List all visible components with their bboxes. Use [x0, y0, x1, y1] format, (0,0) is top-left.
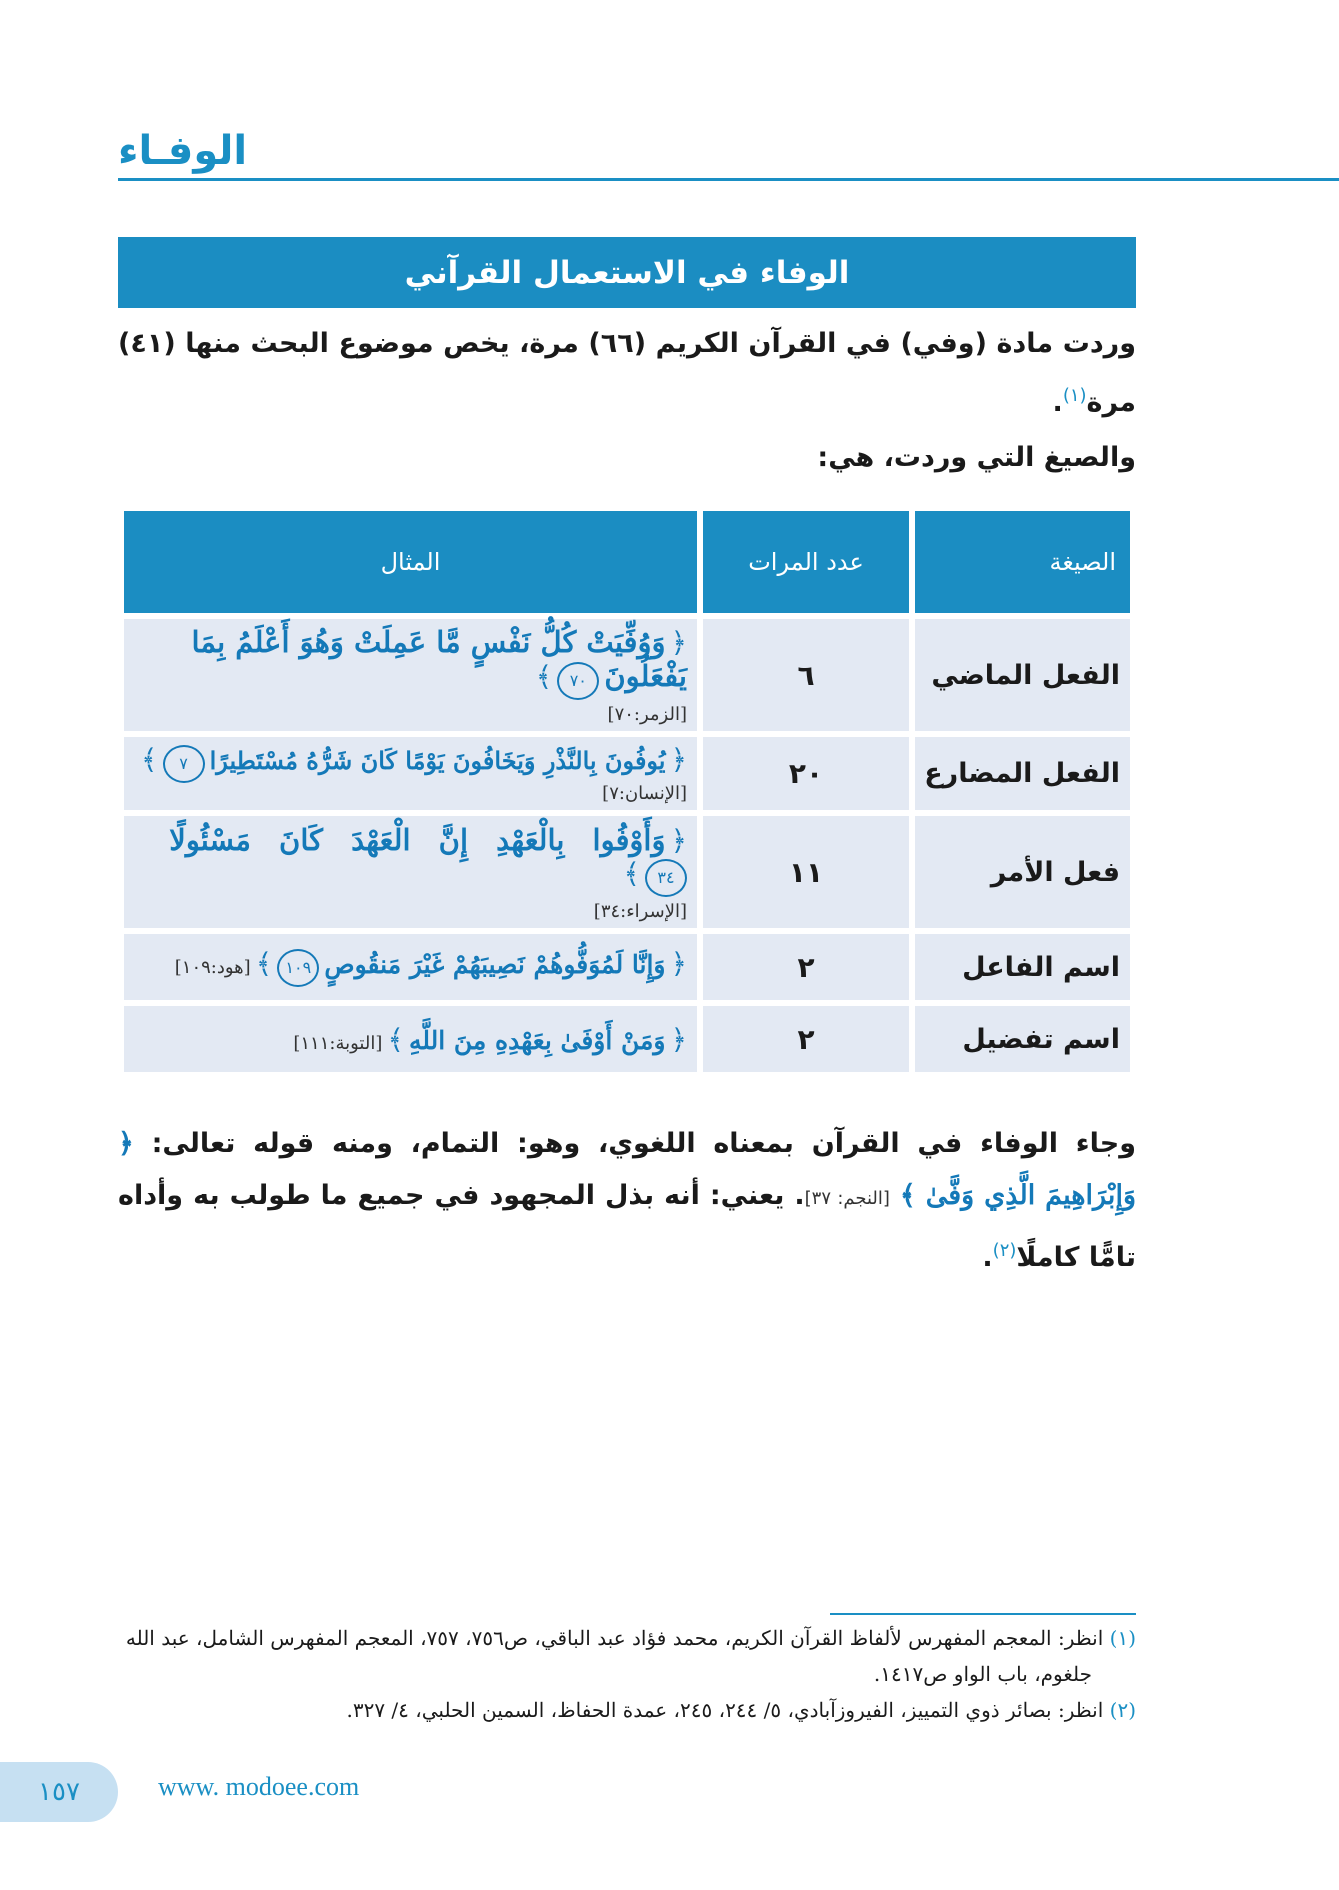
- verse-close-ornament: ﴾: [623, 856, 640, 890]
- verse-open-ornament: ﴿: [670, 947, 687, 980]
- row-form: فعل الأمر: [915, 816, 1130, 928]
- website-link[interactable]: www. modoee.com: [158, 1772, 360, 1801]
- ayah-number-badge: ٣٤: [645, 859, 687, 897]
- footnote-item: [118, 1620, 1136, 1692]
- running-title: الوفـاء: [118, 128, 248, 174]
- table-row: [124, 619, 1130, 731]
- section-title: الوفاء في الاستعمال القرآني: [118, 237, 1136, 308]
- verse-reference: [الزمر:٧٠]: [607, 704, 687, 725]
- verse-close-ornament: ﴾: [255, 947, 273, 980]
- footnote-number: (١): [1109, 1626, 1136, 1650]
- ayah-number-badge: ٧: [163, 745, 205, 783]
- verse-text: وَوُفِّيَتْ كُلُّ نَفْسٍ مَّا عَمِلَتْ وَهُوَ أَعْلَمُ بِمَا يَفْعَلُونَ: [191, 625, 687, 693]
- verse-reference: [الإسراء:٣٤]: [593, 900, 687, 922]
- row-form: الفعل الماضي: [915, 619, 1130, 731]
- header-form: الصيغة: [915, 511, 1130, 613]
- closing-text-2: . يعني: أنه بذل المجهود في جميع ما طولب به وأداه تامًّا كاملًا: [118, 1180, 1136, 1273]
- verse-close-ornament: ﴾: [535, 660, 553, 693]
- row-example: [124, 619, 697, 731]
- row-example: [124, 1006, 697, 1072]
- verse-open-ornament: ﴿: [670, 626, 687, 659]
- verse-close-ornament: ﴾: [141, 743, 158, 776]
- closing-verse-reference: [النجم: ٣٧]: [804, 1188, 890, 1209]
- table-row: [124, 816, 1130, 928]
- header-example: المثال: [124, 511, 697, 613]
- footnote-text: انظر: بصائر ذوي التمييز، الفيروزآبادي، ٥/ ٢٤٤، ٢٤٥، عمدة الحفاظ، السمين الحلبي، ٤/ ٣٢٧.: [346, 1698, 1104, 1722]
- table-row: [124, 737, 1130, 810]
- verse-text: وَمَنْ أَوْفَىٰ بِعَهْدِهِ مِنَ اللَّهِ: [408, 1025, 666, 1055]
- closing-paragraph: [118, 1118, 1136, 1284]
- verse-reference: [هود:١٠٩]: [174, 957, 251, 978]
- row-count: ٢٠: [703, 737, 909, 810]
- footnote-ref-1[interactable]: (١): [1062, 385, 1087, 406]
- header-rule: [118, 178, 1339, 181]
- row-form: الفعل المضارع: [915, 737, 1130, 810]
- footnote-rule: [830, 1613, 1136, 1615]
- row-form: اسم تفضيل: [915, 1006, 1130, 1072]
- table-row: [124, 934, 1130, 1000]
- footnote-text: انظر: المعجم المفهرس لألفاظ القرآن الكريم، محمد فؤاد عبد الباقي، ص٧٥٦، ٧٥٧، المعجم المفهرس الشامل، عبد الله جلغوم، باب الواو ص١٤١٧.: [125, 1626, 1104, 1686]
- footnote-number: (٢): [1109, 1698, 1136, 1722]
- closing-end: .: [982, 1242, 993, 1273]
- verse-text: وَإِنَّا لَمُوَفُّوهُمْ نَصِيبَهُمْ غَيْرَ مَنقُوصٍ: [324, 950, 666, 979]
- closing-text: وجاء الوفاء في القرآن بمعناه اللغوي، وهو: التمام، ومنه قوله تعالى:: [151, 1128, 1136, 1159]
- row-example: [124, 934, 697, 1000]
- forms-intro: والصيغ التي وردت، هي:: [817, 442, 1136, 473]
- footnote-ref-2[interactable]: (٢): [992, 1240, 1017, 1261]
- footnotes: [118, 1620, 1136, 1728]
- footnote-item: [118, 1692, 1136, 1728]
- row-count: ٢: [703, 1006, 909, 1072]
- verse-reference: [التوبة:١١١]: [293, 1032, 383, 1054]
- ayah-number-badge: ١٠٩: [277, 949, 319, 987]
- verse-open-ornament: ﴿: [670, 823, 687, 857]
- verse-close-ornament: ﴾: [387, 1022, 404, 1056]
- row-form: اسم الفاعل: [915, 934, 1130, 1000]
- row-count: ٢: [703, 934, 909, 1000]
- verse-open-ornament: ﴿: [670, 743, 687, 776]
- table-row: [124, 1006, 1130, 1072]
- closing-verse: وَإِبْرَاهِيمَ الَّذِي وَفَّىٰ: [925, 1180, 1136, 1211]
- row-count: ١١: [703, 816, 909, 928]
- verse-reference: [الإنسان:٧]: [602, 783, 687, 804]
- verse-open-ornament: ﴿: [670, 1022, 687, 1056]
- verse-text: وَأَوْفُوا بِالْعَهْدِ إِنَّ الْعَهْدَ كَانَ مَسْئُولًا: [169, 822, 666, 857]
- ayah-number-badge: ٧٠: [557, 662, 599, 700]
- header-count: عدد المرات: [703, 511, 909, 613]
- verse-open-ornament: ﴿: [118, 1128, 134, 1159]
- verse-text: يُوفُونَ بِالنَّذْرِ وَيَخَافُونَ يَوْمًا كَانَ شَرُّهُ مُسْتَطِيرًا: [209, 746, 666, 775]
- intro-end: .: [1052, 387, 1063, 418]
- intro-paragraph: [118, 318, 1136, 429]
- row-example: [124, 816, 697, 928]
- row-count: ٦: [703, 619, 909, 731]
- forms-table: [118, 505, 1136, 1078]
- row-example: [124, 737, 697, 810]
- verse-close-ornament: ﴾: [899, 1180, 916, 1211]
- intro-text: وردت مادة (وفي) في القرآن الكريم (٦٦) مرة، يخص موضوع البحث منها (٤١) مرة: [118, 328, 1137, 418]
- table-header-row: [124, 511, 1130, 613]
- page-number: ١٥٧: [0, 1762, 118, 1822]
